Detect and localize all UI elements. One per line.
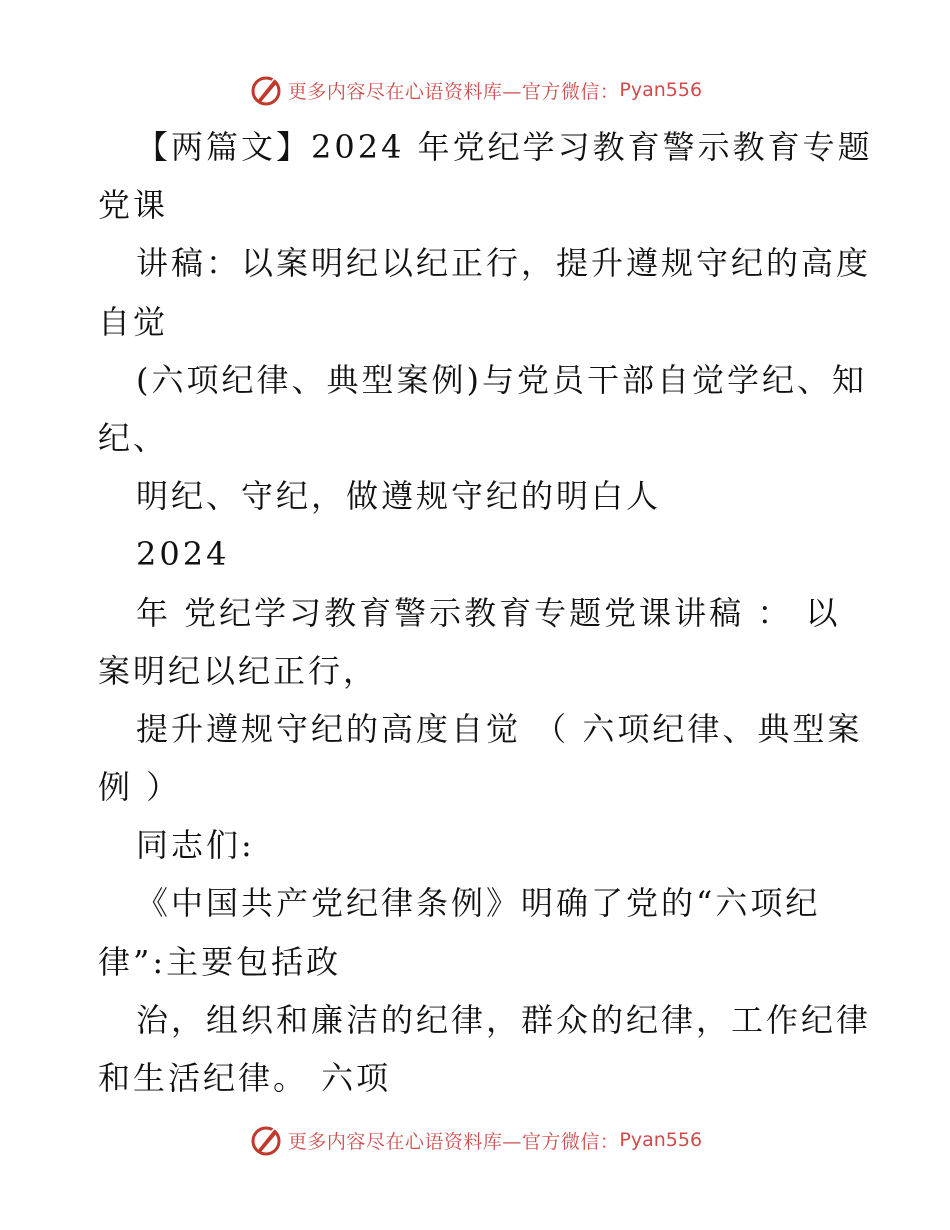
banner-text: 更多内容尽在心语资料库—官方微信：	[287, 1130, 620, 1153]
header-banner	[0, 70, 950, 110]
salutation: 同志们:	[136, 826, 255, 865]
title-line-2: 党课	[98, 186, 169, 225]
wechat-id: Pyan556	[619, 79, 703, 101]
banner-text: 更多内容尽在心语资料库—官方微信：	[287, 80, 620, 103]
text-line: (六项纪律、典型案例)与党员干部自觉学纪、知	[136, 360, 867, 399]
title-line-1: 【两篇文】2024 年党纪学习教育警示教育专题	[136, 128, 873, 166]
text-line: 律”:主要包括政	[98, 942, 342, 981]
text-line: 《中国共产党纪律条例》明确了党的“六项纪	[136, 884, 821, 923]
text-line: 年 党纪学习教育警示教育专题党课讲稿 ： 以	[136, 593, 841, 632]
footer-banner	[0, 1120, 950, 1160]
text-line: 2024	[136, 535, 230, 574]
quill-pen-icon	[248, 72, 284, 108]
text-line: 治，组织和廉洁的纪律，群众的纪律，工作纪律	[136, 1000, 872, 1039]
text-line: 例 ）	[98, 768, 182, 807]
quill-pen-icon	[248, 1122, 284, 1158]
text-line: 纪、	[98, 418, 169, 457]
text-line: 讲稿：以案明纪以纪正行，提升遵规守纪的高度	[136, 244, 872, 283]
text-line: 明纪、守纪，做遵规守纪的明白人	[136, 477, 662, 516]
document-body	[98, 118, 873, 1107]
text-line: 和生活纪律。 六项	[98, 1059, 392, 1097]
wechat-id: Pyan556	[619, 1129, 703, 1151]
text-line: 案明纪以纪正行，	[98, 651, 379, 690]
text-line: 自觉	[98, 302, 169, 341]
text-line: 提升遵规守纪的高度自觉 （ 六项纪律、典型案	[136, 709, 863, 748]
